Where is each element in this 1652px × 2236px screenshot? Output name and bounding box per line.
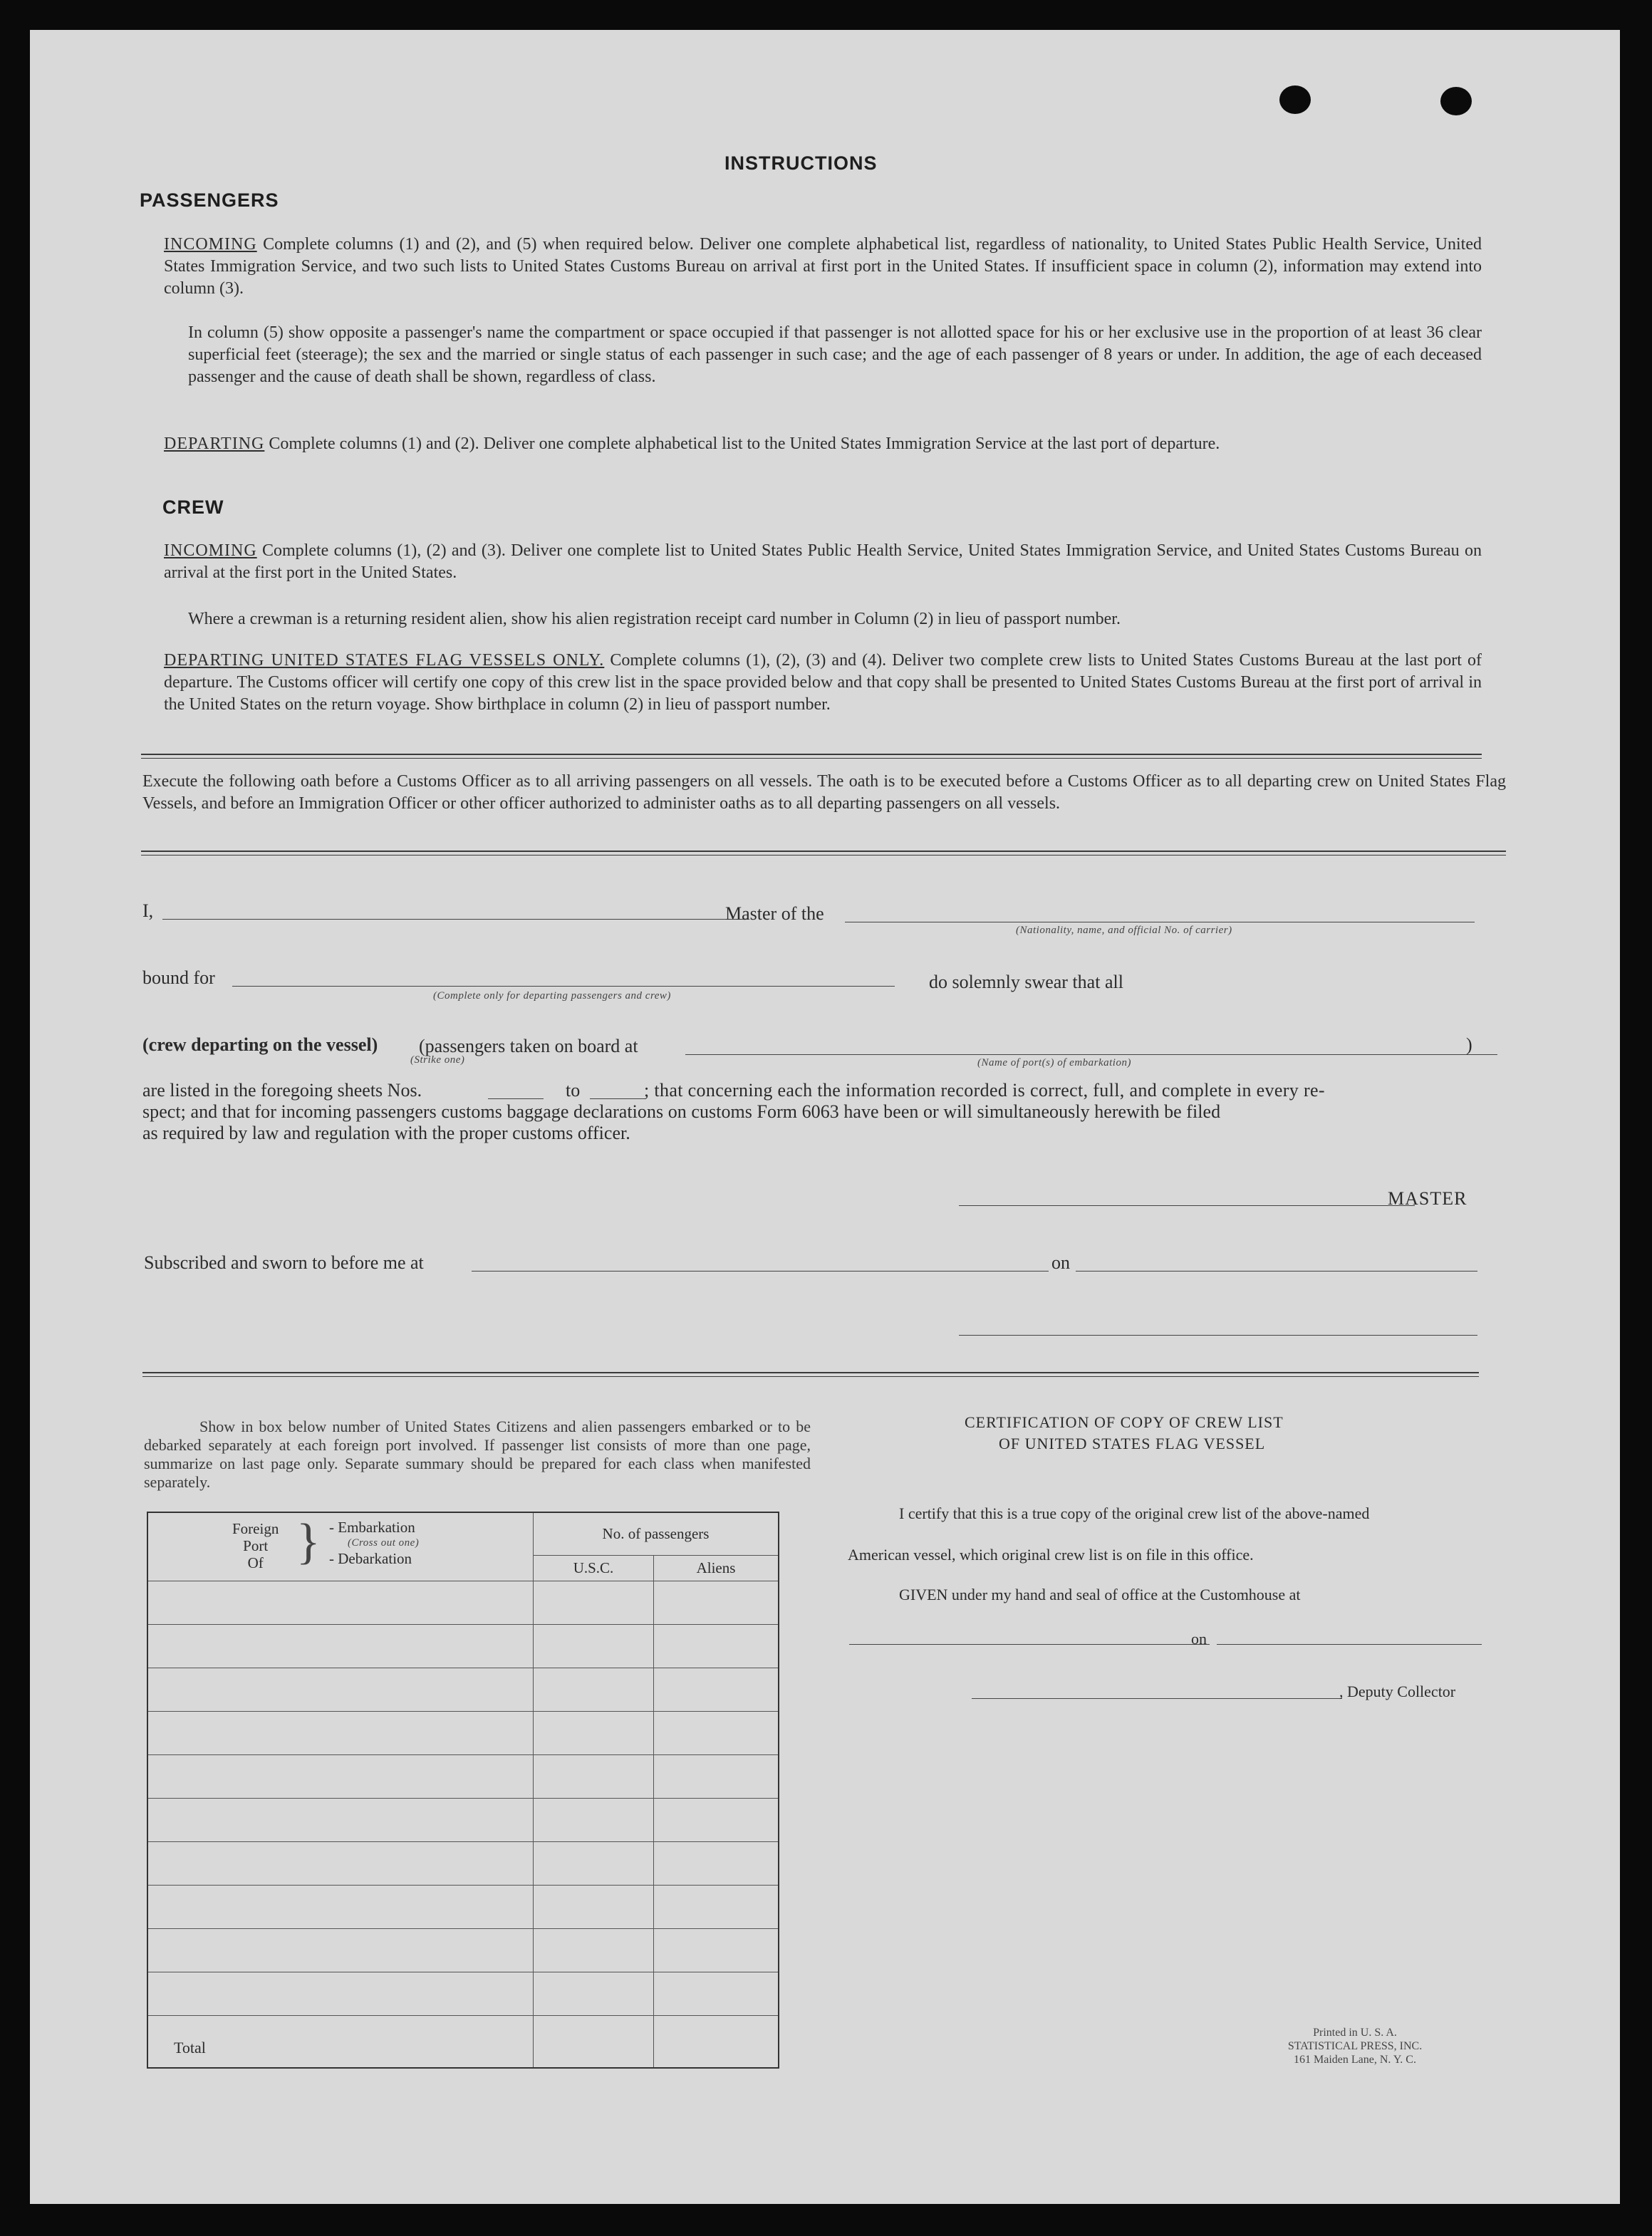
passengers-incoming-paragraph — [164, 234, 1482, 300]
subscribed-place-line[interactable] — [472, 1271, 1049, 1272]
passenger-summary-table — [147, 1512, 779, 2069]
bound-caption: (Complete only for departing passengers and crew) — [433, 990, 671, 1002]
usc-cell[interactable] — [534, 1885, 654, 1928]
divider-3 — [142, 1372, 1479, 1373]
crew-heading: CREW — [162, 496, 224, 518]
oath-intro: Execute the following oath before a Customs Officer as to all arriving passengers on all vessels. The oath is to be executed before a Customs Officer as to all departing crew on United States Flag Vessels, and before an Immigration Officer or other officer authorized to administer oaths as to all departing passengers on all vessels. — [142, 772, 1506, 813]
aliens-cell[interactable] — [654, 1668, 779, 1711]
usc-cell[interactable] — [534, 1711, 654, 1754]
passengers-heading: PASSENGERS — [140, 189, 279, 211]
aliens-cell[interactable] — [654, 1754, 779, 1798]
bound-for-line[interactable] — [232, 986, 895, 987]
aliens-cell[interactable] — [654, 1841, 779, 1885]
passengers-incoming-lead: INCOMING — [164, 235, 257, 254]
usc-header: U.S.C. — [534, 1555, 654, 1581]
crew-departing-lead: DEPARTING UNITED STATES FLAG VESSELS ONLY. — [164, 651, 605, 670]
usc-cell[interactable] — [534, 1928, 654, 1972]
american-text: American vessel, which original crew list is on file in this office. — [848, 1546, 1254, 1564]
printer-line-1: Printed in U. S. A. — [1313, 2027, 1397, 2039]
deputy-signature-line[interactable] — [972, 1698, 1342, 1699]
port-header-cell — [147, 1512, 534, 1581]
oath-i: I, — [142, 900, 154, 921]
aliens-cell[interactable] — [654, 1885, 779, 1928]
crew-incoming-paragraph — [164, 540, 1482, 584]
port-cell[interactable] — [147, 1711, 534, 1754]
port-cell[interactable] — [147, 1928, 534, 1972]
brace: } — [296, 1514, 321, 1569]
port-cell[interactable] — [147, 1798, 534, 1841]
certify-text: I certify that this is a true copy of the original crew list of the above-named — [899, 1504, 1370, 1522]
punch-hole-left — [1279, 85, 1311, 114]
usc-cell[interactable] — [534, 1972, 654, 2015]
form-page — [30, 30, 1620, 2204]
deputy-collector-label: , Deputy Collector — [1339, 1683, 1456, 1700]
usc-cell[interactable] — [534, 1624, 654, 1668]
printer-imprint — [1277, 2026, 1433, 2066]
crew-incoming-lead: INCOMING — [164, 541, 257, 560]
crew-departing-text: Complete columns (1), (2), (3) and (4). Deliver two complete crew lists to United States Customs Bureau at the last port of departure. The Customs officer will certify one copy of this crew list in the space provided below and that copy shall be presented to United States Customs Bureau at the first port of arrival in the United States on the return voyage. Show birthplace in column (2) in lieu of passport number. — [164, 651, 1482, 714]
certification-title-1: CERTIFICATION OF COPY OF CREW LIST — [965, 1413, 1284, 1431]
cross-out-caption: (Cross out one) — [348, 1537, 420, 1549]
divider-3b — [142, 1376, 1479, 1377]
port-cell[interactable] — [147, 1581, 534, 1624]
of-label: Of — [247, 1554, 264, 1571]
usc-cell[interactable] — [534, 1668, 654, 1711]
subscribed-date-line[interactable] — [1076, 1271, 1477, 1272]
crew-departing-option-text: (crew departing on the vessel) — [142, 1034, 378, 1055]
listed-post: ; that concerning each the information recorded is correct, full, and complete in every re- — [644, 1080, 1325, 1101]
passengers-departing-lead: DEPARTING — [164, 435, 265, 453]
printer-line-2: STATISTICAL PRESS, INC. — [1287, 2040, 1423, 2052]
sheet-to-line[interactable] — [590, 1098, 645, 1099]
customhouse-line[interactable] — [849, 1644, 1210, 1645]
column5-paragraph: In column (5) show opposite a passenger's name the compartment or space occupied if that passenger is not allotted space for his or her exclusive use in the proportion of at least 36 clear superficial feet (steerage); the sex and the married or single status of each passenger in such case; and the age of each passenger of 8 years or under. In addition, the age of each deceased passenger and the cause of death shall be shown, regardless of class. — [188, 323, 1482, 386]
port-caption: (Name of port(s) of embarkation) — [977, 1057, 1131, 1068]
aliens-cell[interactable] — [654, 1624, 779, 1668]
total-aliens-cell[interactable] — [654, 2015, 779, 2068]
master-of-the-label: Master of the — [725, 903, 824, 924]
printer-line-3: 161 Maiden Lane, N. Y. C. — [1294, 2054, 1416, 2066]
aliens-header: Aliens — [654, 1555, 779, 1581]
master-label: MASTER — [1388, 1188, 1467, 1209]
port-cell[interactable] — [147, 1624, 534, 1668]
given-text: GIVEN under my hand and seal of office at the Customhouse at — [899, 1586, 1301, 1603]
master-signature-line[interactable] — [959, 1205, 1415, 1206]
usc-cell[interactable] — [534, 1798, 654, 1841]
foreign-port-of — [232, 1520, 279, 1571]
divider-2 — [141, 851, 1506, 852]
port-cell[interactable] — [147, 1841, 534, 1885]
usc-cell[interactable] — [534, 1841, 654, 1885]
port-cell[interactable] — [147, 1885, 534, 1928]
subscribed-label: Subscribed and sworn to before me at — [144, 1252, 424, 1273]
crew-resident-paragraph: Where a crewman is a returning resident alien, show his alien registration receipt card number in Column (2) in lieu of passport number. — [188, 610, 1121, 628]
crew-departing-paragraph — [164, 650, 1482, 716]
embarkation-label: - Embarkation — [329, 1519, 415, 1536]
certification-on: on — [1191, 1630, 1207, 1648]
oath-line-2: spect; and that for incoming passengers customs baggage declarations on customs Form 6063 have been or will simultaneously herewith be filed — [142, 1101, 1221, 1122]
officer-signature-line[interactable] — [959, 1335, 1477, 1336]
sheet-from-line[interactable] — [488, 1098, 544, 1099]
divider-2b — [141, 855, 1506, 856]
close-paren: ) — [1466, 1034, 1472, 1055]
listed-to: to — [566, 1080, 581, 1101]
usc-cell[interactable] — [534, 1581, 654, 1624]
port-cell[interactable] — [147, 1972, 534, 2015]
aliens-cell[interactable] — [654, 1711, 779, 1754]
usc-cell[interactable] — [534, 1754, 654, 1798]
divider-1 — [141, 754, 1482, 755]
total-label: Total — [147, 2015, 534, 2068]
oath-line-3: as required by law and regulation with the proper customs officer. — [142, 1123, 630, 1143]
no-passengers-header: No. of passengers — [534, 1512, 779, 1555]
certification-title-2: OF UNITED STATES FLAG VESSEL — [999, 1435, 1266, 1452]
subscribed-on: on — [1051, 1252, 1070, 1273]
strike-one-caption: (Strike one) — [410, 1054, 465, 1066]
passengers-departing-text: Complete columns (1) and (2). Deliver one complete alphabetical list to the United States Immigration Service at the last port of departure. — [269, 435, 1220, 453]
crew-departing-option — [142, 1034, 378, 1056]
foreign-label: Foreign — [232, 1520, 279, 1537]
punch-hole-right — [1440, 87, 1472, 115]
embarkation-port-line[interactable] — [685, 1054, 1497, 1055]
aliens-cell[interactable] — [654, 1928, 779, 1972]
master-name-line[interactable] — [162, 919, 748, 920]
debarkation-label: - Debarkation — [329, 1550, 412, 1567]
passengers-incoming-text: Complete columns (1) and (2), and (5) when required below. Deliver one complete alphabetical list, regardless of nationality, to United States Public Health Service, United States Immigration Service, and two such lists to United States Customs Bureau on arrival at first port in the United States. If insufficient space in column (2), information may extend into column (3). — [164, 235, 1482, 298]
summary-note: Show in box below number of United States Citizens and alien passengers embarked or to be debarked separately at each foreign port involved. If passenger list consists of more than one page, summarize on last page only. Separate summary should be prepared for each class when manifested separately. — [144, 1418, 811, 1491]
port-cell[interactable] — [147, 1668, 534, 1711]
carrier-caption: (Nationality, name, and official No. of carrier) — [1016, 925, 1232, 936]
swear-label: do solemnly swear that all — [929, 972, 1123, 992]
aliens-cell[interactable] — [654, 1798, 779, 1841]
bound-for-label: bound for — [142, 967, 215, 988]
instructions-title: INSTRUCTIONS — [724, 152, 878, 174]
aliens-cell[interactable] — [654, 1972, 779, 2015]
listed-pre: are listed in the foregoing sheets Nos. — [142, 1080, 422, 1101]
port-cell[interactable] — [147, 1754, 534, 1798]
certification-date-line[interactable] — [1217, 1644, 1482, 1645]
aliens-cell[interactable] — [654, 1581, 779, 1624]
crew-incoming-text: Complete columns (1), (2) and (3). Deliver one complete list to United States Public Health Service, United States Immigration Service, and United States Customs Bureau on arrival at the first port in the United States. — [164, 541, 1482, 582]
passengers-taken-option: (passengers taken on board at — [419, 1036, 638, 1056]
passengers-departing-paragraph — [164, 433, 1482, 455]
total-usc-cell[interactable] — [534, 2015, 654, 2068]
divider-1b — [141, 758, 1482, 759]
port-label: Port — [243, 1537, 269, 1554]
